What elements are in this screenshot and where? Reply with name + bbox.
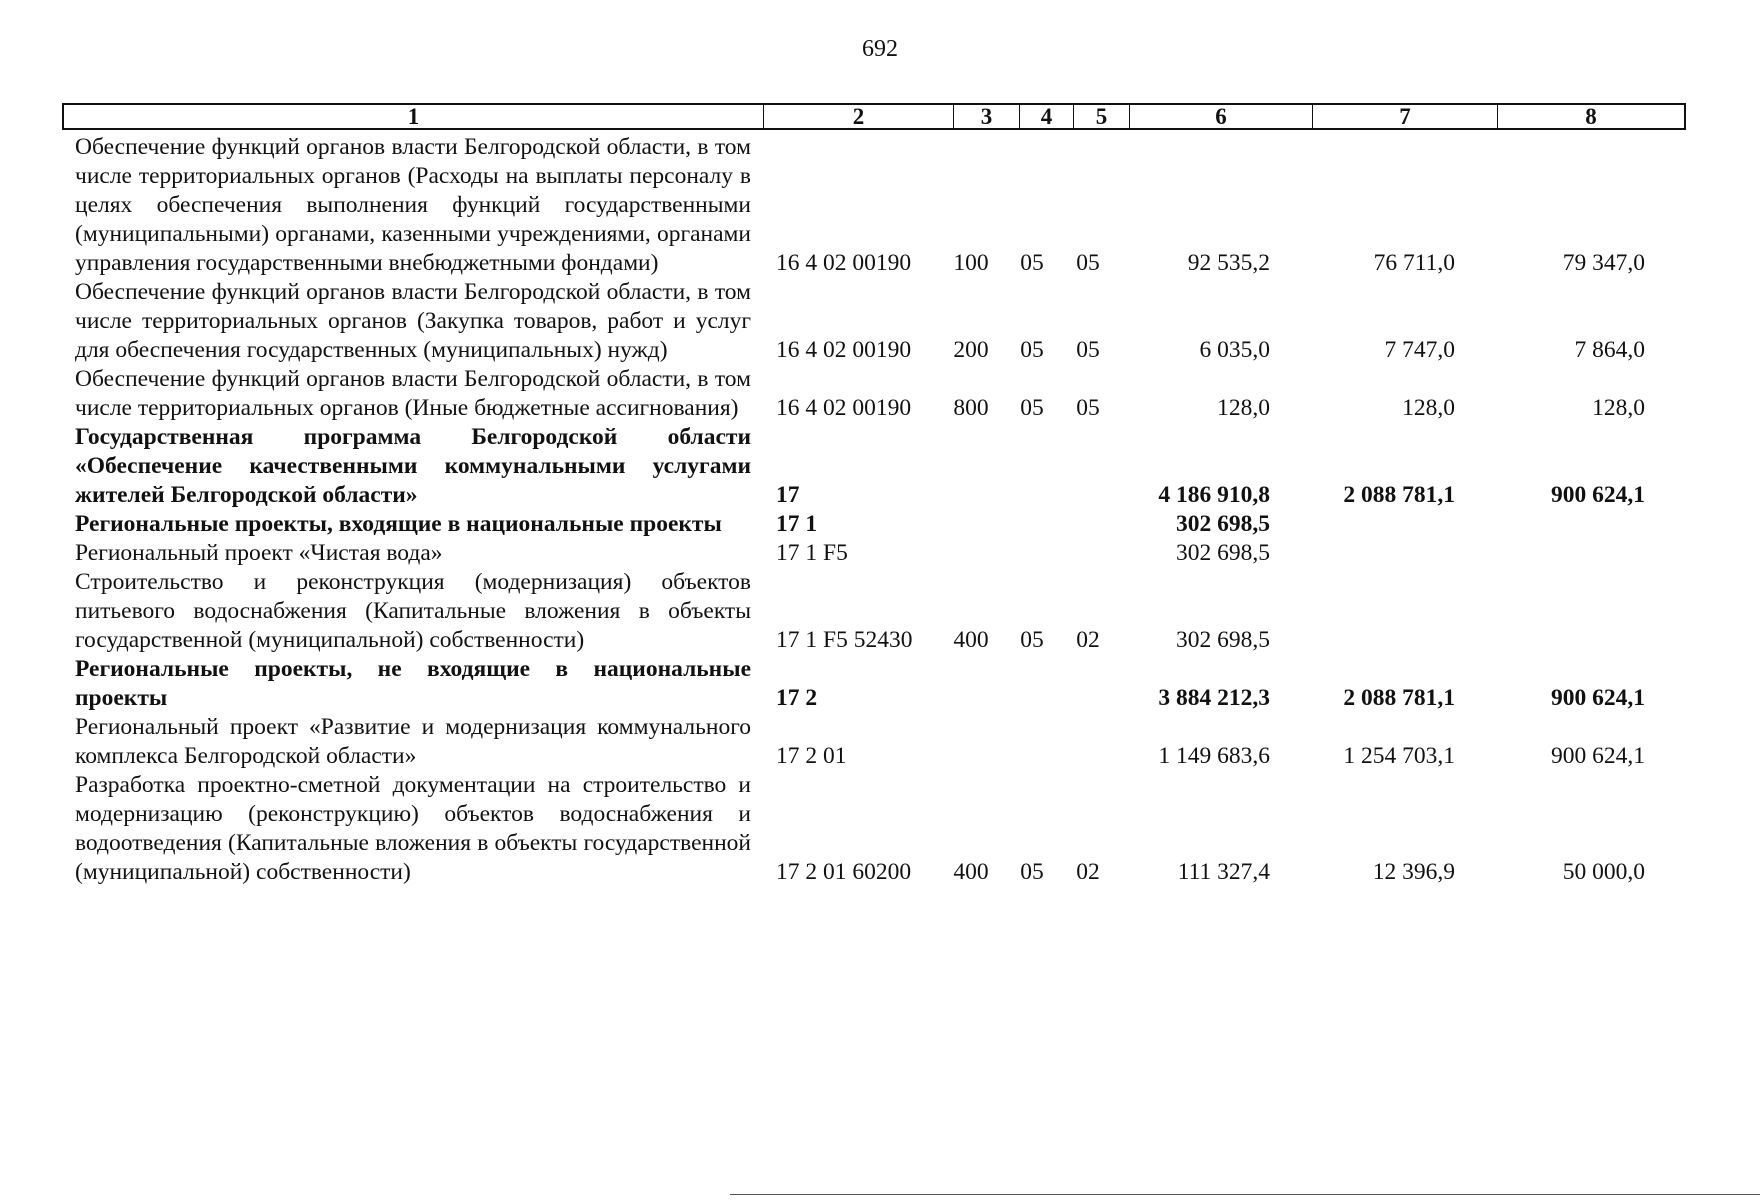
- table-row: [0, 771, 1760, 887]
- header-cell-7: 7: [1313, 105, 1498, 128]
- row-code: 16 4 02 00190: [776, 395, 912, 421]
- header-cell-8: 8: [1585, 104, 1597, 129]
- row-value-6: 1 149 683,6: [1158, 743, 1270, 769]
- row-value-8: 7 864,0: [1574, 337, 1645, 363]
- row-name: Региональный проект «Развитие и модернизация коммунального комплекса Белгородской области»: [75, 714, 751, 769]
- row-col5: 05: [1076, 337, 1100, 363]
- row-name: Региональный проект «Чистая вода»: [75, 540, 443, 566]
- row-name: Обеспечение функций органов власти Белгородской области, в том числе территориальных органов (Закупка товаров, работ и услуг для обеспечения государственных (муниципальных) нужд): [75, 279, 751, 363]
- row-code: 17 1: [776, 511, 818, 537]
- row-col5: 02: [1076, 859, 1100, 885]
- row-value-6: 302 698,5: [1176, 511, 1270, 537]
- header-cell-3: 3: [954, 105, 1020, 128]
- row-col4: 05: [1020, 250, 1044, 276]
- row-value-7: 76 711,0: [1373, 250, 1455, 276]
- row-value-8: 50 000,0: [1562, 859, 1645, 885]
- table-row: [0, 713, 1760, 771]
- row-code: 17 1 F5: [776, 540, 848, 566]
- row-col3: 400: [953, 627, 989, 653]
- row-code: 17 2: [776, 685, 818, 711]
- row-value-7: 1 254 703,1: [1343, 743, 1455, 769]
- row-value-6: 6 035,0: [1199, 337, 1270, 363]
- row-value-7: 2 088 781,1: [1343, 482, 1455, 508]
- row-code: 16 4 02 00190: [776, 250, 912, 276]
- row-code: 17 2 01 60200: [776, 859, 912, 885]
- header-cell-4: 4: [1020, 105, 1074, 128]
- row-col3: 200: [953, 337, 989, 363]
- row-value-8: 900 624,1: [1551, 743, 1645, 769]
- row-col3: 100: [953, 250, 989, 276]
- row-col5: 05: [1076, 250, 1100, 276]
- row-value-8: 128,0: [1592, 395, 1645, 421]
- row-value-6: 3 884 212,3: [1158, 685, 1270, 711]
- table-row: [0, 655, 1760, 713]
- row-value-8: 79 347,0: [1562, 250, 1645, 276]
- table-body: [0, 133, 1760, 887]
- row-name: Региональные проекты, входящие в национальные проекты: [75, 511, 722, 537]
- row-name: Строительство и реконструкция (модернизация) объектов питьевого водоснабжения (Капитальные вложения в объекты государственной (муниципальной) собственности): [75, 569, 751, 653]
- row-col5: 02: [1076, 627, 1100, 653]
- row-col4: 05: [1020, 859, 1044, 885]
- page-number: 692: [862, 36, 898, 62]
- row-code: 16 4 02 00190: [776, 337, 912, 363]
- row-name: Региональные проекты, не входящие в национальные проекты: [75, 656, 751, 711]
- row-col4: 05: [1020, 337, 1044, 363]
- table-header: [62, 103, 1686, 130]
- row-col3: 400: [953, 859, 989, 885]
- row-value-6: 111 327,4: [1177, 859, 1270, 885]
- row-col5: 05: [1076, 395, 1100, 421]
- row-col4: 05: [1020, 627, 1044, 653]
- row-value-7: 7 747,0: [1384, 337, 1455, 363]
- row-name: Обеспечение функций органов власти Белгородской области, в том числе территориальных органов (Расходы на выплаты персоналу в целях обеспечения выполнения функций государственными (муниципальными) органами, казенными учреждениями, органами управления государственными внебюджетными фондами): [75, 134, 751, 276]
- row-value-8: 900 624,1: [1551, 685, 1645, 711]
- header-cell-2: 2: [764, 105, 954, 128]
- row-value-6: 302 698,5: [1176, 627, 1270, 653]
- header-cell-6: 6: [1130, 105, 1313, 128]
- row-name: Государственная программа Белгородской области «Обеспечение качественными коммунальными услугами жителей Белгородской области»: [75, 424, 751, 508]
- table-row: [0, 365, 1760, 423]
- row-value-7: 12 396,9: [1372, 859, 1455, 885]
- row-code: 17 2 01: [776, 743, 847, 769]
- table-row: [0, 423, 1760, 510]
- row-name: Разработка проектно-сметной документации на строительство и модернизацию (реконструкцию) объектов водоснабжения и водоотведения (Капитальные вложения в объекты государственной (муниципальной) собственности): [75, 772, 751, 885]
- table-row: [0, 278, 1760, 365]
- row-col4: 05: [1020, 395, 1044, 421]
- table-row: [0, 568, 1760, 655]
- table-row: [0, 510, 1760, 539]
- row-value-6: 302 698,5: [1176, 540, 1270, 566]
- table-row: [0, 133, 1760, 278]
- table-row: [0, 539, 1760, 568]
- scan-edge-line: [730, 1194, 1760, 1195]
- row-value-7: 128,0: [1402, 395, 1455, 421]
- row-value-7: 2 088 781,1: [1343, 685, 1455, 711]
- row-col3: 800: [953, 395, 989, 421]
- row-value-8: 900 624,1: [1551, 482, 1645, 508]
- row-name: Обеспечение функций органов власти Белгородской области, в том числе территориальных органов (Иные бюджетные ассигнования): [75, 366, 751, 421]
- row-code: 17: [776, 482, 800, 508]
- row-code: 17 1 F5 52430: [776, 627, 913, 653]
- header-cell-5: 5: [1074, 105, 1130, 128]
- header-cell-1: 1: [64, 105, 764, 128]
- row-value-6: 128,0: [1217, 395, 1270, 421]
- row-value-6: 4 186 910,8: [1158, 482, 1270, 508]
- row-value-6: 92 535,2: [1187, 250, 1270, 276]
